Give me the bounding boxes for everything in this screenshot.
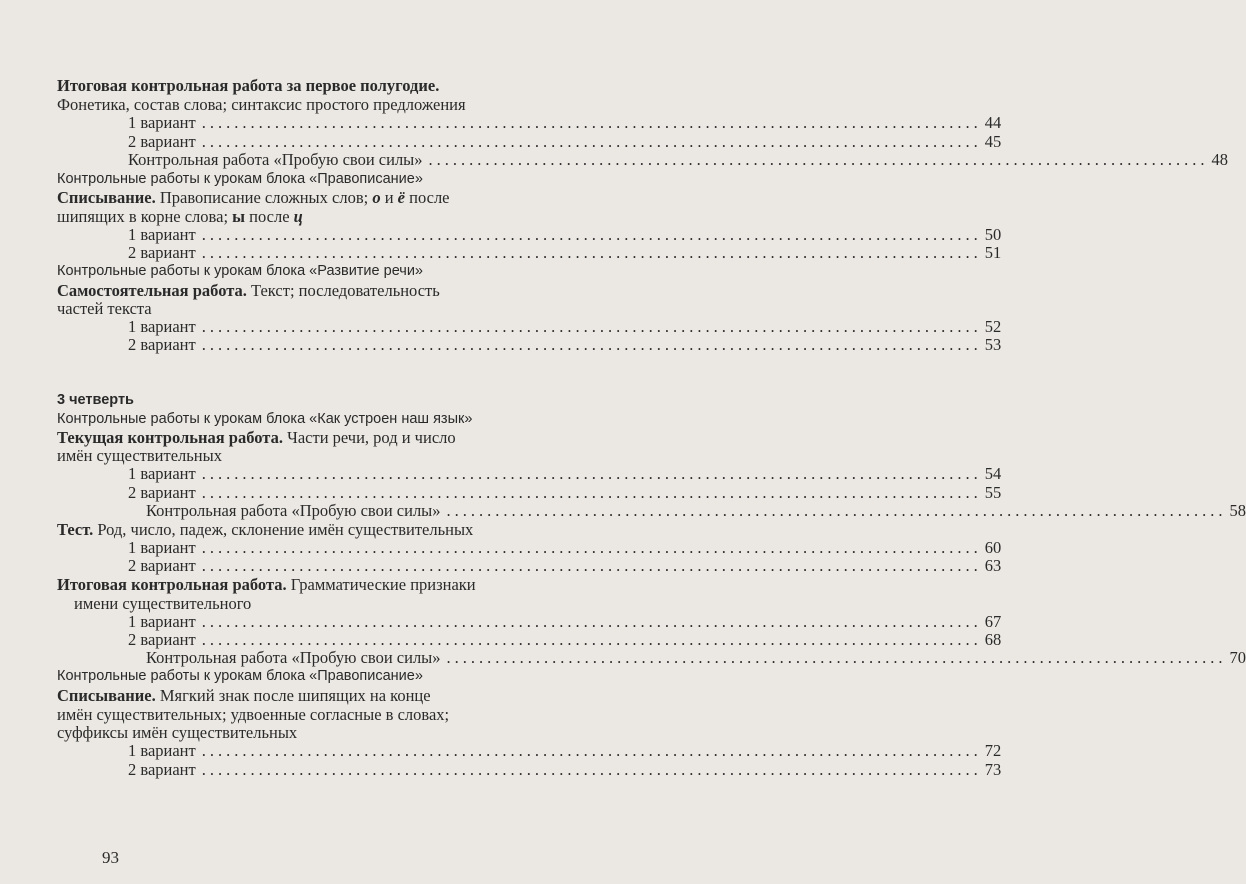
topic-text: Мягкий знак после шипящих на конце	[155, 686, 431, 705]
toc-entry[interactable]	[128, 483, 1002, 502]
quarter-heading: 3 четверть	[57, 392, 134, 408]
section-topic-cont: имён существительных; удвоенные согласные в словах;	[57, 705, 450, 724]
toc-entry[interactable]	[128, 464, 1002, 483]
toc-label: Контрольная работа «Пробую свои силы»	[146, 648, 441, 667]
toc-page-number: 54	[984, 464, 1002, 483]
dot-leader: ................................................................................................	[201, 317, 982, 336]
section-topic-cont: имени существительного	[74, 594, 252, 613]
topic-type: Списывание.	[57, 188, 156, 207]
toc-label: 2 вариант	[128, 132, 196, 151]
topic-text: и	[380, 188, 398, 207]
toc-page-number: 44	[984, 113, 1002, 132]
toc-label: 2 вариант	[128, 630, 196, 649]
dot-leader: ................................................................................................	[201, 612, 982, 631]
dot-leader: ................................................................................................	[201, 760, 982, 779]
dot-leader: ................................................................................................	[201, 132, 982, 151]
section-subtitle: Фонетика, состав слова; синтаксис простого предложения	[57, 95, 466, 114]
topic-type: Самостоятельная работа.	[57, 281, 247, 300]
dot-leader: ................................................................................................	[201, 630, 982, 649]
toc-page-number: 72	[984, 741, 1002, 760]
topic-text: после	[245, 207, 294, 226]
section-topic-cont	[57, 207, 303, 226]
toc-page-number: 51	[984, 243, 1002, 262]
toc-entry[interactable]	[128, 538, 1002, 557]
toc-entry[interactable]	[146, 648, 1246, 667]
toc-label: 2 вариант	[128, 760, 196, 779]
toc-label: 1 вариант	[128, 464, 196, 483]
toc-entry[interactable]	[128, 556, 1002, 575]
toc-entry[interactable]	[128, 225, 1002, 244]
dot-leader: ................................................................................................	[201, 483, 982, 502]
topic-text: Текст; последовательность	[246, 281, 440, 300]
toc-page-number: 73	[984, 760, 1002, 779]
topic-text: Род, число, падеж, склонение имён существительных	[93, 520, 474, 539]
toc-label: 1 вариант	[128, 317, 196, 336]
toc-label: 1 вариант	[128, 538, 196, 557]
toc-page-number: 70	[1229, 648, 1246, 667]
section-topic-cont: суффиксы имён существительных	[57, 723, 298, 742]
block-heading: Контрольные работы к урокам блока «Правописание»	[57, 171, 423, 187]
toc-entry[interactable]	[128, 150, 1229, 169]
section-topic	[57, 520, 473, 539]
topic-type: Списывание.	[57, 686, 156, 705]
dot-leader: ................................................................................................	[201, 538, 982, 557]
topic-type: Текущая контрольная работа.	[57, 428, 283, 447]
section-topic-cont: имён существительных	[57, 446, 222, 465]
dot-leader: ................................................................................................	[201, 225, 982, 244]
topic-letter: о	[372, 188, 381, 207]
topic-letter: ё	[397, 188, 405, 207]
toc-label: 1 вариант	[128, 741, 196, 760]
dot-leader: ................................................................................................	[201, 556, 982, 575]
toc-label: 2 вариант	[128, 483, 196, 502]
toc-page-number: 67	[984, 612, 1002, 631]
section-topic	[57, 428, 456, 447]
toc-entry[interactable]	[128, 317, 1002, 336]
toc-page-number: 60	[984, 538, 1002, 557]
toc-entry[interactable]	[128, 630, 1002, 649]
toc-page-number: 45	[984, 132, 1002, 151]
toc-label: 2 вариант	[128, 243, 196, 262]
toc-label: Контрольная работа «Пробую свои силы»	[128, 150, 423, 169]
topic-type: Итоговая контрольная работа.	[57, 575, 287, 594]
toc-entry[interactable]	[128, 243, 1002, 262]
dot-leader: ................................................................................................	[201, 243, 982, 262]
topic-text: Части речи, род и число	[282, 428, 456, 447]
toc-page-number: 52	[984, 317, 1002, 336]
dot-leader: ................................................................................................	[201, 741, 982, 760]
section-topic	[57, 686, 431, 705]
topic-letter: ы	[232, 207, 246, 226]
topic-text: шипящих в корне слова;	[57, 207, 233, 226]
toc-entry[interactable]	[128, 612, 1002, 631]
toc-label: 1 вариант	[128, 113, 196, 132]
toc-entry[interactable]	[128, 113, 1002, 132]
block-heading: Контрольные работы к урокам блока «Развитие речи»	[57, 263, 423, 279]
topic-letter: ц	[293, 207, 303, 226]
dot-leader: ................................................................................................	[201, 464, 982, 483]
topic-type: Тест.	[57, 520, 94, 539]
toc-entry[interactable]	[128, 132, 1002, 151]
toc-label: 1 вариант	[128, 225, 196, 244]
toc-page-number: 50	[984, 225, 1002, 244]
dot-leader: ................................................................................................	[428, 150, 1209, 169]
toc-label: 1 вариант	[128, 612, 196, 631]
section-topic	[57, 281, 440, 300]
toc-page-number: 63	[984, 556, 1002, 575]
toc-label: Контрольная работа «Пробую свои силы»	[146, 501, 441, 520]
toc-page-number: 48	[1211, 150, 1229, 169]
toc-page-number: 55	[984, 483, 1002, 502]
toc-entry[interactable]	[128, 760, 1002, 779]
block-heading: Контрольные работы к урокам блока «Правописание»	[57, 668, 423, 684]
toc-page-number: 68	[984, 630, 1002, 649]
dot-leader: ................................................................................................	[446, 648, 1227, 667]
section-topic-cont: частей текста	[57, 299, 152, 318]
toc-entry[interactable]	[146, 501, 1246, 520]
topic-text: Грамматические признаки	[286, 575, 476, 594]
toc-entry[interactable]	[128, 335, 1002, 354]
section-title: Итоговая контрольная работа за первое полугодие.	[57, 76, 440, 95]
topic-text: после	[405, 188, 450, 207]
block-heading: Контрольные работы к урокам блока «Как устроен наш язык»	[57, 411, 473, 427]
toc-page-number: 58	[1229, 501, 1246, 520]
page-number: 93	[102, 848, 119, 867]
toc-label: 2 вариант	[128, 556, 196, 575]
section-topic	[57, 188, 450, 207]
toc-page-number: 53	[984, 335, 1002, 354]
dot-leader: ................................................................................................	[201, 113, 982, 132]
section-topic	[57, 575, 476, 594]
dot-leader: ................................................................................................	[446, 501, 1227, 520]
toc-entry[interactable]	[128, 741, 1002, 760]
dot-leader: ................................................................................................	[201, 335, 982, 354]
toc-label: 2 вариант	[128, 335, 196, 354]
topic-text: Правописание сложных слов;	[155, 188, 373, 207]
